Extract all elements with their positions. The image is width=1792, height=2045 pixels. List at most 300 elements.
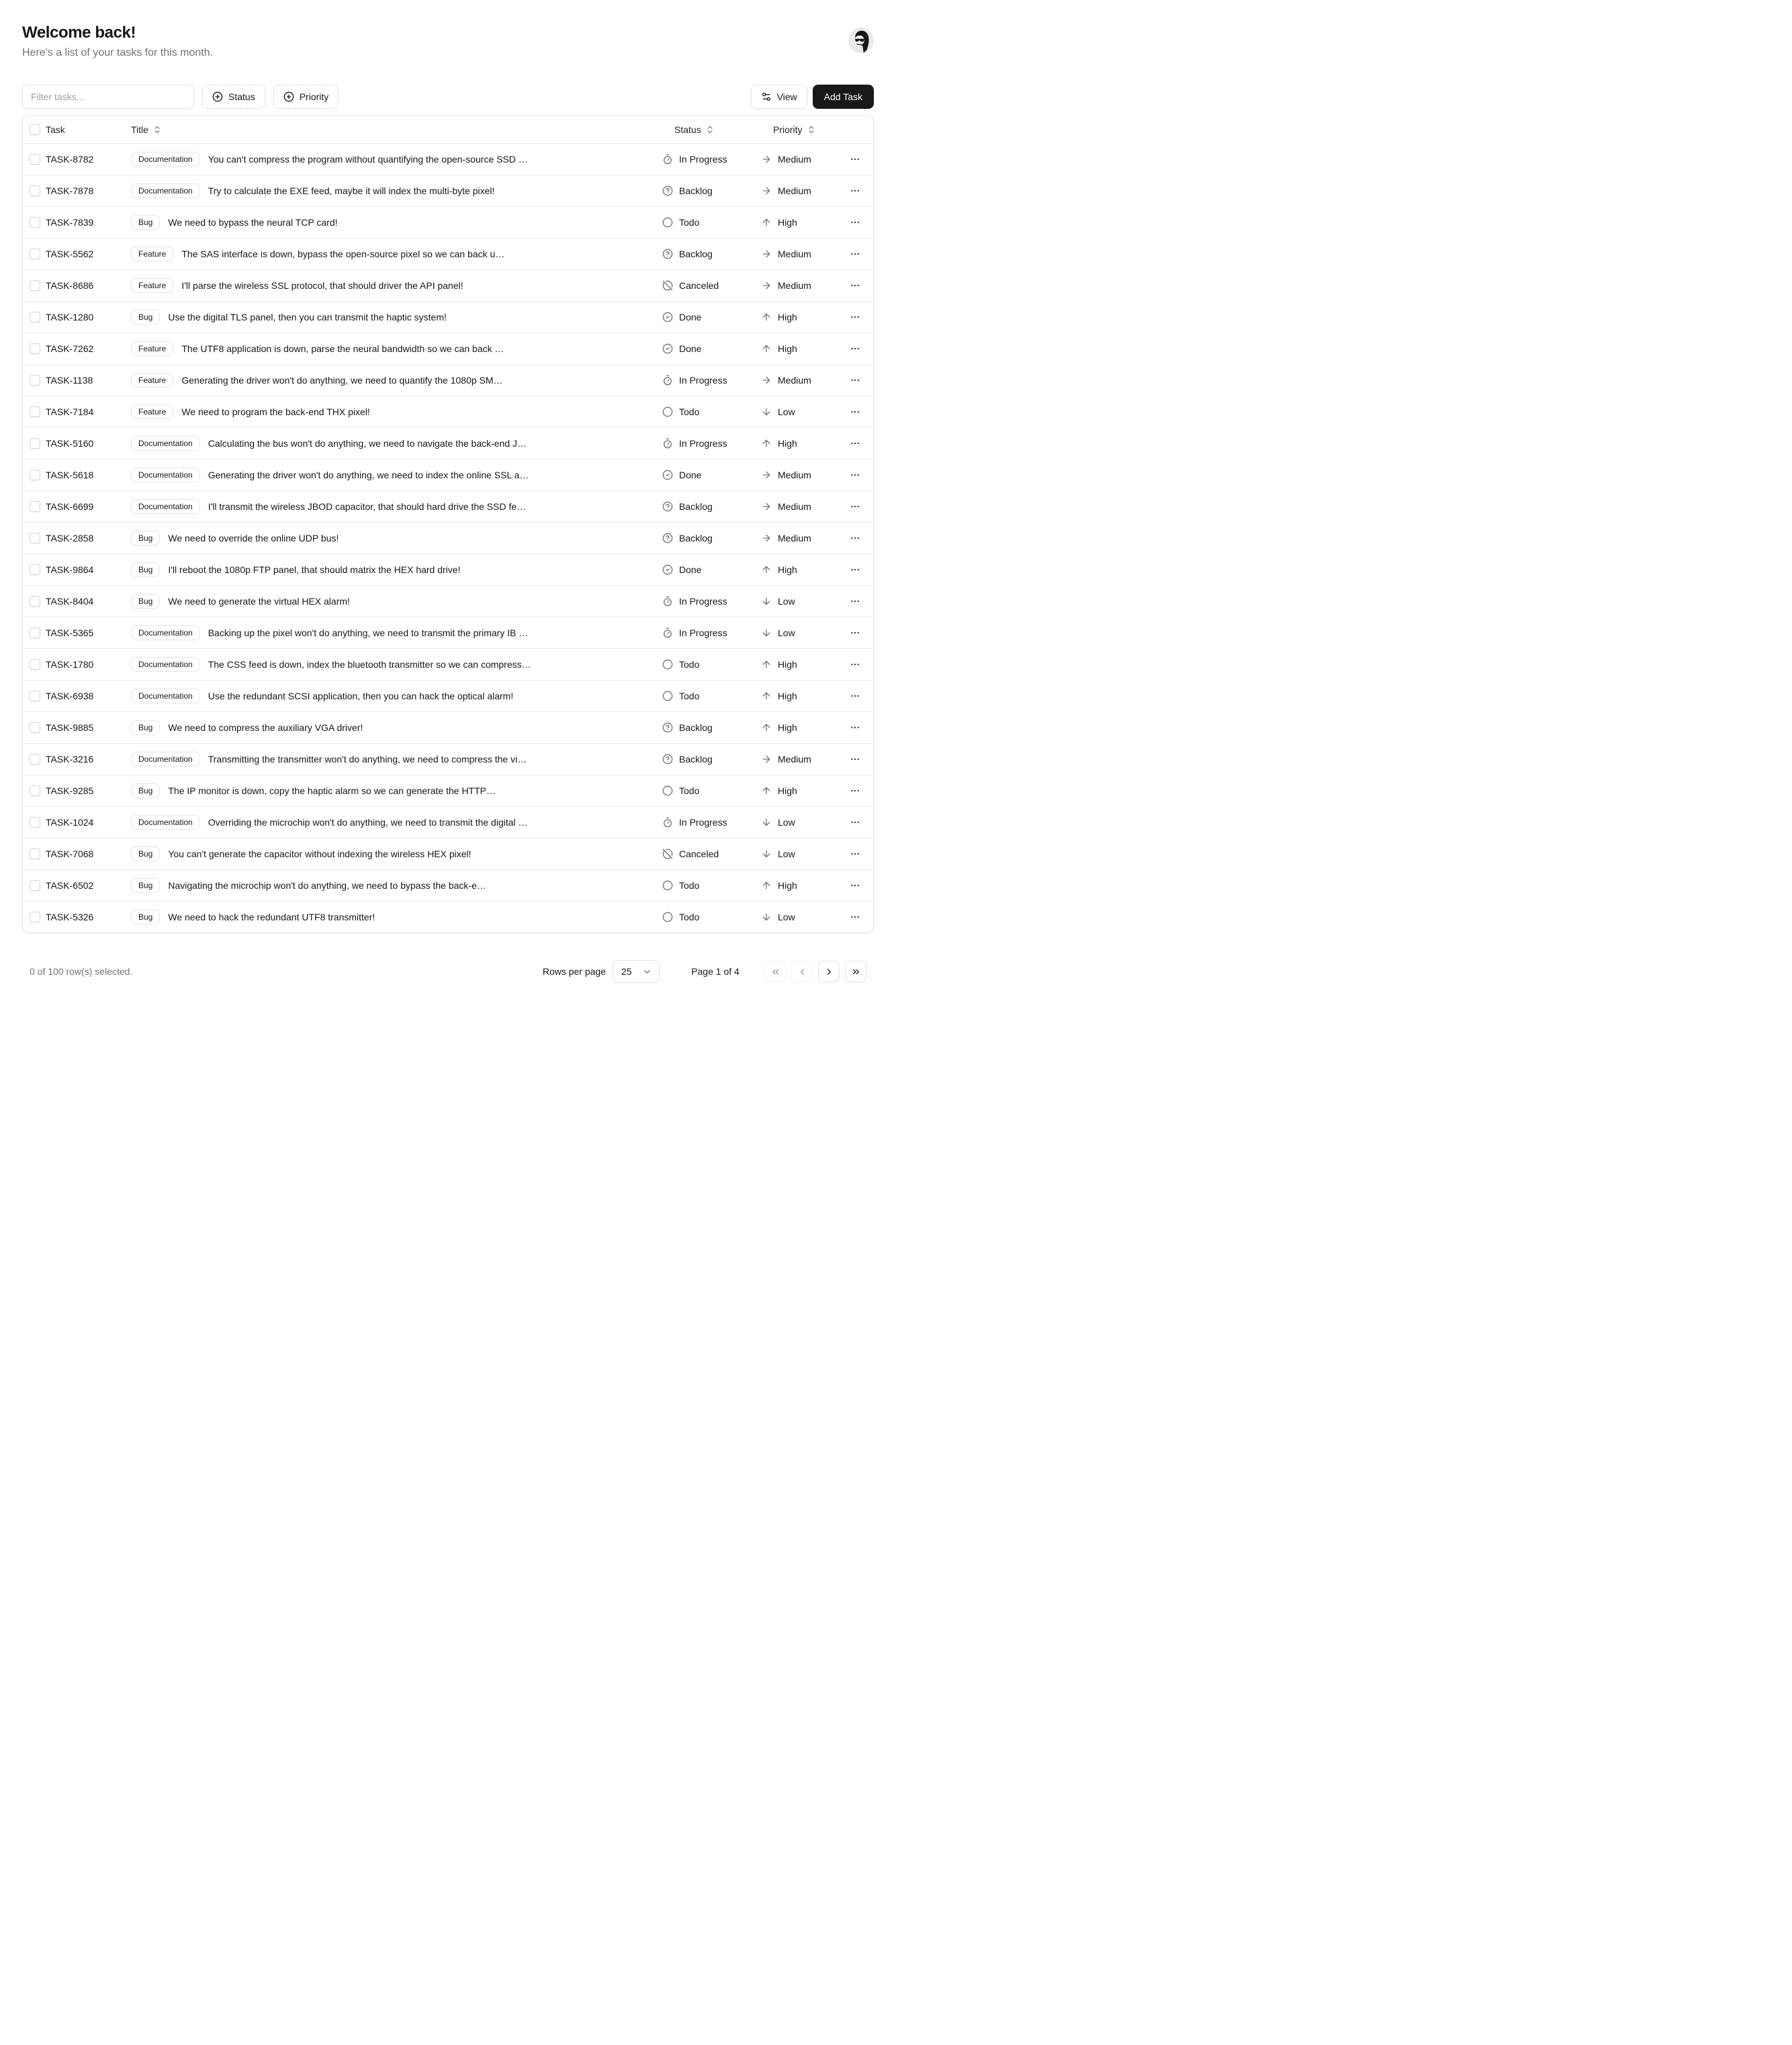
ellipsis-icon bbox=[850, 217, 860, 228]
task-title: We need to generate the virtual HEX alarm! bbox=[168, 596, 350, 607]
table-row bbox=[23, 743, 873, 775]
ellipsis-icon bbox=[850, 280, 860, 291]
row-checkbox[interactable] bbox=[30, 785, 40, 796]
avatar-illustration bbox=[848, 28, 874, 53]
task-type-badge: Documentation bbox=[131, 499, 200, 514]
ellipsis-icon bbox=[850, 849, 860, 859]
table-row bbox=[23, 301, 873, 333]
priority-label: High bbox=[778, 722, 797, 734]
priority-label: High bbox=[778, 312, 797, 323]
row-checkbox[interactable] bbox=[30, 691, 40, 701]
status-label: In Progress bbox=[679, 438, 727, 449]
arrow-right-icon bbox=[761, 154, 772, 165]
task-type-badge: Feature bbox=[131, 373, 173, 388]
priority-label: Medium bbox=[778, 154, 811, 165]
table-row bbox=[23, 775, 873, 806]
row-checkbox[interactable] bbox=[30, 280, 40, 291]
tasks-table bbox=[22, 116, 874, 933]
last-page-button[interactable] bbox=[845, 961, 866, 982]
row-checkbox[interactable] bbox=[30, 185, 40, 196]
help-circle-icon bbox=[662, 249, 673, 259]
task-type-badge: Bug bbox=[131, 562, 160, 577]
ellipsis-icon bbox=[850, 533, 860, 543]
task-title: You can't compress the program without quantifying the open-source SSD … bbox=[208, 154, 528, 165]
help-circle-icon bbox=[662, 754, 673, 765]
ellipsis-icon bbox=[850, 659, 860, 670]
arrow-up-icon bbox=[761, 785, 772, 796]
table-row bbox=[23, 617, 873, 648]
task-title: The IP monitor is down, copy the haptic alarm so we can generate the HTTP… bbox=[168, 785, 496, 797]
table-row bbox=[23, 206, 873, 238]
arrow-up-icon bbox=[761, 217, 772, 228]
first-page-button[interactable] bbox=[764, 961, 786, 982]
row-checkbox[interactable] bbox=[30, 564, 40, 575]
circle-icon bbox=[662, 880, 673, 891]
task-id: TASK-9885 bbox=[46, 722, 94, 734]
task-id: TASK-1138 bbox=[46, 375, 93, 386]
status-label: Todo bbox=[679, 659, 700, 670]
task-type-badge: Bug bbox=[131, 531, 160, 546]
task-id: TASK-7839 bbox=[46, 217, 94, 228]
table-row bbox=[23, 238, 873, 269]
task-type-badge: Documentation bbox=[131, 657, 200, 672]
add-task-button[interactable] bbox=[813, 85, 874, 109]
task-title: Calculating the bus won't do anything, we need to navigate the back-end J… bbox=[208, 438, 527, 449]
task-type-badge: Bug bbox=[131, 310, 160, 324]
row-checkbox[interactable] bbox=[30, 533, 40, 543]
task-title: The SAS interface is down, bypass the open-source pixel so we can back u… bbox=[181, 249, 505, 260]
table-body bbox=[23, 143, 873, 932]
task-type-badge: Feature bbox=[131, 278, 173, 293]
table-row bbox=[23, 838, 873, 869]
column-header-task: Task bbox=[46, 124, 65, 136]
row-checkbox[interactable] bbox=[30, 880, 40, 891]
status-label: Todo bbox=[679, 912, 700, 923]
ellipsis-icon bbox=[850, 406, 860, 417]
user-avatar[interactable] bbox=[848, 28, 874, 53]
status-label: Backlog bbox=[679, 533, 713, 544]
row-actions-button[interactable] bbox=[844, 654, 866, 675]
chevrons-up-down-icon bbox=[807, 125, 816, 134]
row-checkbox[interactable] bbox=[30, 438, 40, 449]
status-label: Backlog bbox=[679, 501, 713, 513]
row-actions-button[interactable] bbox=[844, 906, 866, 928]
priority-label: High bbox=[778, 691, 797, 702]
column-header-title[interactable]: Title bbox=[131, 124, 162, 135]
task-type-badge: Bug bbox=[131, 846, 160, 861]
table-row bbox=[23, 901, 873, 932]
pagination-controls bbox=[764, 961, 866, 982]
table-row bbox=[23, 396, 873, 427]
row-checkbox[interactable] bbox=[30, 470, 40, 480]
row-actions-button[interactable] bbox=[844, 464, 866, 486]
row-actions-button[interactable] bbox=[844, 243, 866, 265]
chevrons-right-icon bbox=[851, 967, 861, 977]
row-checkbox[interactable] bbox=[30, 249, 40, 259]
task-title: Try to calculate the EXE feed, maybe it will index the multi-byte pixel! bbox=[208, 185, 495, 197]
circle-off-icon bbox=[662, 849, 673, 859]
arrow-up-icon bbox=[761, 691, 772, 701]
ellipsis-icon bbox=[850, 154, 860, 165]
task-title: We need to bypass the neural TCP card! bbox=[168, 217, 338, 228]
circle-icon bbox=[662, 785, 673, 796]
circle-plus-icon bbox=[283, 91, 294, 102]
task-id: TASK-9285 bbox=[46, 785, 94, 797]
status-label: Todo bbox=[679, 217, 700, 228]
status-filter-button[interactable] bbox=[202, 85, 265, 109]
status-label: Todo bbox=[679, 880, 700, 891]
timer-icon bbox=[662, 438, 673, 449]
column-header-status[interactable]: Status bbox=[674, 124, 715, 135]
ellipsis-icon bbox=[850, 438, 860, 449]
help-circle-icon bbox=[662, 722, 673, 733]
table-row bbox=[23, 427, 873, 459]
row-actions-button[interactable] bbox=[844, 275, 866, 296]
ellipsis-icon bbox=[850, 501, 860, 512]
priority-label: Medium bbox=[778, 249, 811, 260]
status-label: Todo bbox=[679, 406, 700, 418]
ellipsis-icon bbox=[850, 754, 860, 765]
row-actions-button[interactable] bbox=[844, 748, 866, 770]
row-actions-button[interactable] bbox=[844, 559, 866, 580]
page-title: Welcome back! bbox=[22, 24, 136, 42]
rows-per-page-select[interactable] bbox=[613, 960, 660, 983]
arrow-up-icon bbox=[761, 564, 772, 575]
priority-label: Low bbox=[778, 912, 795, 923]
task-id: TASK-7878 bbox=[46, 185, 94, 197]
task-title: I'll transmit the wireless JBOD capacitor, that should hard drive the SSD fe… bbox=[208, 501, 527, 513]
priority-label: Medium bbox=[778, 754, 811, 765]
circle-off-icon bbox=[662, 280, 673, 291]
row-checkbox[interactable] bbox=[30, 912, 40, 922]
arrow-right-icon bbox=[761, 533, 772, 543]
table-row bbox=[23, 806, 873, 838]
status-label: In Progress bbox=[679, 596, 727, 607]
row-checkbox[interactable] bbox=[30, 659, 40, 670]
arrow-down-icon bbox=[761, 817, 772, 828]
task-title: Backing up the pixel won't do anything, we need to transmit the primary IB … bbox=[208, 627, 529, 639]
priority-label: Medium bbox=[778, 501, 811, 513]
priority-label: High bbox=[778, 564, 797, 576]
row-checkbox[interactable] bbox=[30, 627, 40, 638]
circle-icon bbox=[662, 912, 673, 922]
ellipsis-icon bbox=[850, 596, 860, 607]
row-checkbox[interactable] bbox=[30, 817, 40, 828]
task-type-badge: Documentation bbox=[131, 689, 200, 703]
priority-label: Low bbox=[778, 627, 795, 639]
rows-per-page-value: 25 bbox=[621, 966, 632, 977]
view-button[interactable] bbox=[751, 85, 807, 109]
ellipsis-icon bbox=[850, 470, 860, 480]
task-type-badge: Documentation bbox=[131, 436, 200, 451]
ellipsis-icon bbox=[850, 722, 860, 733]
rows-per-page-label: Rows per page bbox=[542, 966, 606, 977]
task-type-badge: Bug bbox=[131, 720, 160, 735]
task-type-badge: Bug bbox=[131, 783, 160, 798]
row-actions-button[interactable] bbox=[844, 496, 866, 517]
task-title: We need to compress the auxiliary VGA driver! bbox=[168, 722, 363, 734]
task-title: I'll reboot the 1080p FTP panel, that should matrix the HEX hard drive! bbox=[168, 564, 461, 576]
ellipsis-icon bbox=[850, 185, 860, 196]
task-id: TASK-8404 bbox=[46, 596, 94, 607]
priority-label: High bbox=[778, 659, 797, 670]
task-title: Transmitting the transmitter won't do anything, we need to compress the vi… bbox=[208, 754, 527, 765]
ellipsis-icon bbox=[850, 691, 860, 701]
task-type-badge: Documentation bbox=[131, 625, 200, 640]
chevrons-up-down-icon bbox=[705, 125, 715, 134]
row-actions-button[interactable] bbox=[844, 401, 866, 423]
timer-icon bbox=[662, 596, 673, 607]
ellipsis-icon bbox=[850, 312, 860, 322]
status-label: In Progress bbox=[679, 375, 727, 386]
task-title: We need to override the online UDP bus! bbox=[168, 533, 339, 544]
table-row bbox=[23, 175, 873, 206]
selection-summary: 0 of 100 row(s) selected. bbox=[30, 966, 133, 977]
row-actions-button[interactable] bbox=[844, 843, 866, 865]
ellipsis-icon bbox=[850, 343, 860, 354]
row-actions-button[interactable] bbox=[844, 433, 866, 454]
rows-per-page bbox=[543, 960, 660, 983]
priority-label: High bbox=[778, 217, 797, 228]
task-id: TASK-5562 bbox=[46, 249, 94, 260]
ellipsis-icon bbox=[850, 249, 860, 259]
task-id: TASK-8686 bbox=[46, 280, 94, 292]
arrow-right-icon bbox=[761, 185, 772, 196]
status-label: Todo bbox=[679, 691, 700, 702]
arrow-up-icon bbox=[761, 722, 772, 733]
circle-plus-icon bbox=[212, 91, 223, 102]
priority-label: Low bbox=[778, 406, 795, 418]
task-title: We need to hack the redundant UTF8 transmitter! bbox=[168, 912, 375, 923]
arrow-right-icon bbox=[761, 501, 772, 512]
task-id: TASK-8782 bbox=[46, 154, 94, 165]
ellipsis-icon bbox=[850, 880, 860, 891]
column-header-priority[interactable]: Priority bbox=[773, 124, 816, 135]
status-label: In Progress bbox=[679, 627, 727, 639]
table-row bbox=[23, 333, 873, 364]
task-type-badge: Bug bbox=[131, 594, 160, 609]
task-id: TASK-2858 bbox=[46, 533, 94, 544]
task-title: Use the digital TLS panel, then you can transmit the haptic system! bbox=[168, 312, 447, 323]
task-id: TASK-6502 bbox=[46, 880, 94, 891]
priority-filter-button[interactable] bbox=[273, 85, 339, 109]
task-id: TASK-1780 bbox=[46, 659, 94, 670]
circle-check-icon bbox=[662, 470, 673, 480]
arrow-right-icon bbox=[761, 375, 772, 386]
task-type-badge: Feature bbox=[131, 404, 173, 419]
row-checkbox[interactable] bbox=[30, 217, 40, 228]
row-actions-button[interactable] bbox=[844, 306, 866, 328]
help-circle-icon bbox=[662, 501, 673, 512]
sliders-icon bbox=[761, 91, 772, 102]
row-checkbox[interactable] bbox=[30, 375, 40, 386]
task-id: TASK-9864 bbox=[46, 564, 94, 576]
task-id: TASK-5326 bbox=[46, 912, 94, 923]
row-actions-button[interactable] bbox=[844, 591, 866, 612]
status-label: Backlog bbox=[679, 722, 713, 734]
arrow-up-icon bbox=[761, 312, 772, 322]
priority-label: Low bbox=[778, 596, 795, 607]
arrow-down-icon bbox=[761, 849, 772, 859]
task-title: I'll parse the wireless SSL protocol, that should driver the API panel! bbox=[181, 280, 463, 292]
circle-icon bbox=[662, 691, 673, 701]
task-title: The UTF8 application is down, parse the neural bandwidth so we can back … bbox=[181, 343, 504, 355]
previous-page-button[interactable] bbox=[791, 961, 813, 982]
status-label: Done bbox=[679, 470, 702, 481]
arrow-up-icon bbox=[761, 343, 772, 354]
chevrons-left-icon bbox=[770, 967, 780, 977]
ellipsis-icon bbox=[850, 375, 860, 386]
row-checkbox[interactable] bbox=[30, 154, 40, 165]
table-row bbox=[23, 364, 873, 396]
task-title: Generating the driver won't do anything, we need to quantify the 1080p SM… bbox=[181, 375, 503, 386]
status-label: In Progress bbox=[679, 817, 727, 828]
table-row bbox=[23, 554, 873, 585]
task-id: TASK-3216 bbox=[46, 754, 94, 765]
task-id: TASK-6699 bbox=[46, 501, 94, 513]
row-actions-button[interactable] bbox=[844, 622, 866, 644]
status-label: Canceled bbox=[679, 280, 719, 292]
status-label: Done bbox=[679, 564, 702, 576]
row-actions-button[interactable] bbox=[844, 212, 866, 233]
chevron-down-icon bbox=[642, 967, 652, 977]
task-type-badge: Documentation bbox=[131, 815, 200, 830]
priority-label: Low bbox=[778, 817, 795, 828]
chevrons-up-down-icon bbox=[152, 125, 162, 134]
arrow-right-icon bbox=[761, 280, 772, 291]
circle-check-icon bbox=[662, 343, 673, 354]
status-label: Backlog bbox=[679, 185, 713, 197]
row-checkbox[interactable] bbox=[30, 343, 40, 354]
arrow-right-icon bbox=[761, 249, 772, 259]
row-actions-button[interactable] bbox=[844, 527, 866, 549]
row-checkbox[interactable] bbox=[30, 406, 40, 417]
row-actions-button[interactable] bbox=[844, 780, 866, 801]
chevron-left-icon bbox=[797, 967, 807, 977]
priority-label: High bbox=[778, 880, 797, 891]
row-checkbox[interactable] bbox=[30, 312, 40, 322]
arrow-down-icon bbox=[761, 912, 772, 922]
row-checkbox[interactable] bbox=[30, 754, 40, 765]
table-header-row bbox=[23, 116, 873, 143]
circle-check-icon bbox=[662, 312, 673, 322]
task-title: The CSS feed is down, index the bluetooth transmitter so we can compress… bbox=[208, 659, 531, 670]
arrow-right-icon bbox=[761, 470, 772, 480]
filter-tasks-input[interactable] bbox=[22, 85, 194, 109]
circle-icon bbox=[662, 659, 673, 670]
page-subtitle: Here's a list of your tasks for this month. bbox=[22, 47, 214, 59]
timer-icon bbox=[662, 627, 673, 638]
circle-icon bbox=[662, 406, 673, 417]
table-row bbox=[23, 648, 873, 680]
row-actions-button[interactable] bbox=[844, 685, 866, 707]
priority-label: Medium bbox=[778, 280, 811, 292]
task-type-badge: Feature bbox=[131, 247, 173, 261]
task-id: TASK-1024 bbox=[46, 817, 94, 828]
arrow-down-icon bbox=[761, 596, 772, 607]
task-id: TASK-7068 bbox=[46, 849, 94, 860]
task-title: Overriding the microchip won't do anything, we need to transmit the digital … bbox=[208, 817, 528, 828]
task-id: TASK-5160 bbox=[46, 438, 94, 449]
status-label: Backlog bbox=[679, 754, 713, 765]
circle-icon bbox=[662, 217, 673, 228]
row-checkbox[interactable] bbox=[30, 501, 40, 512]
view-button-label: View bbox=[776, 91, 797, 103]
timer-icon bbox=[662, 375, 673, 386]
tasks-page bbox=[0, 0, 896, 1005]
task-title: We need to program the back-end THX pixel! bbox=[181, 406, 370, 418]
page-header bbox=[22, 22, 874, 59]
task-type-badge: Documentation bbox=[131, 468, 200, 482]
table-row bbox=[23, 269, 873, 301]
task-type-badge: Feature bbox=[131, 341, 173, 356]
priority-label: Medium bbox=[778, 375, 811, 386]
timer-icon bbox=[662, 817, 673, 828]
row-actions-button[interactable] bbox=[844, 875, 866, 896]
row-checkbox[interactable] bbox=[30, 849, 40, 859]
add-task-label: Add Task bbox=[823, 91, 862, 103]
row-actions-button[interactable] bbox=[844, 812, 866, 833]
arrow-up-icon bbox=[761, 438, 772, 449]
arrow-up-icon bbox=[761, 659, 772, 670]
row-checkbox[interactable] bbox=[30, 596, 40, 607]
table-row bbox=[23, 143, 873, 175]
select-all-checkbox[interactable] bbox=[30, 124, 40, 135]
status-label: Todo bbox=[679, 785, 700, 797]
ellipsis-icon bbox=[850, 785, 860, 796]
task-id: TASK-7262 bbox=[46, 343, 94, 355]
arrow-down-icon bbox=[761, 406, 772, 417]
task-id: TASK-5618 bbox=[46, 470, 94, 481]
row-actions-button[interactable] bbox=[844, 338, 866, 359]
task-type-badge: Bug bbox=[131, 878, 160, 893]
row-actions-button[interactable] bbox=[844, 369, 866, 391]
priority-label: Low bbox=[778, 849, 795, 860]
table-row bbox=[23, 490, 873, 522]
status-label: Backlog bbox=[679, 249, 713, 260]
page-indicator: Page 1 of 4 bbox=[691, 966, 740, 977]
ellipsis-icon bbox=[850, 912, 860, 922]
row-checkbox[interactable] bbox=[30, 722, 40, 733]
table-row bbox=[23, 711, 873, 743]
task-id: TASK-1280 bbox=[46, 312, 94, 323]
arrow-up-icon bbox=[761, 880, 772, 891]
priority-label: Medium bbox=[778, 185, 811, 197]
priority-label: Medium bbox=[778, 533, 811, 544]
task-type-badge: Documentation bbox=[131, 183, 200, 198]
row-actions-button[interactable] bbox=[844, 148, 866, 170]
priority-label: High bbox=[778, 343, 797, 355]
task-type-badge: Documentation bbox=[131, 152, 200, 167]
table-footer bbox=[22, 960, 874, 983]
priority-label: High bbox=[778, 438, 797, 449]
arrow-right-icon bbox=[761, 754, 772, 765]
table-row bbox=[23, 680, 873, 711]
task-type-badge: Documentation bbox=[131, 752, 200, 767]
arrow-down-icon bbox=[761, 627, 772, 638]
row-actions-button[interactable] bbox=[844, 180, 866, 202]
next-page-button[interactable] bbox=[818, 961, 840, 982]
help-circle-icon bbox=[662, 185, 673, 196]
row-actions-button[interactable] bbox=[844, 717, 866, 738]
status-filter-label: Status bbox=[228, 91, 255, 103]
ellipsis-icon bbox=[850, 564, 860, 575]
ellipsis-icon bbox=[850, 627, 860, 638]
task-type-badge: Bug bbox=[131, 910, 160, 924]
help-circle-icon bbox=[662, 533, 673, 543]
table-row bbox=[23, 459, 873, 490]
table-toolbar bbox=[22, 85, 874, 109]
